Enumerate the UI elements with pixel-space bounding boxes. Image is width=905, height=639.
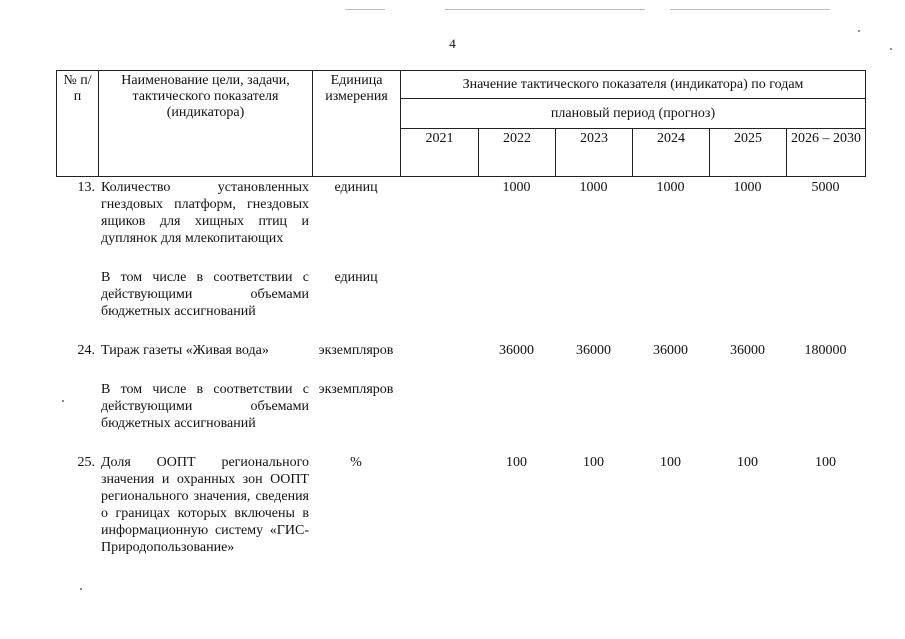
header-values: Значение тактического показателя (индикатора) по годам [401,71,866,99]
row-value [478,269,555,320]
row-value [555,269,632,320]
row-value: 100 [660,455,681,470]
row-value: 5000 [811,180,840,195]
page-number: 4 [449,36,456,51]
row-value: 100 [815,455,836,470]
row-value [709,269,786,320]
row-unit: экземпляров [318,382,394,397]
table-row [56,342,865,359]
row-value [786,381,865,432]
row-value: 100 [583,455,604,470]
scan-artifact-line [670,9,830,10]
header-num: № п/п [57,71,99,177]
row-value: 36000 [499,343,534,358]
row-value [400,381,478,432]
row-value: 1000 [656,180,685,195]
row-value [400,269,478,320]
row-value [400,179,478,247]
table-row [56,454,865,556]
table-header [56,70,866,177]
scan-artifact-dot [858,30,860,32]
row-num: 24. [77,343,95,358]
row-num [56,269,98,320]
header-year: 2022 [479,129,556,177]
scan-artifact-dot [80,588,82,590]
header-year: 2026 – 2030 [787,129,866,177]
row-value [709,381,786,432]
row-num [56,381,98,432]
table-row [56,381,865,432]
row-value [400,342,478,359]
row-name: Количество установленных гнездовых платформ, гнездовых ящиков для хищных птиц и дуплянок для млекопитающих [101,180,309,246]
row-num: 25. [77,455,95,470]
scan-artifact-line [445,9,645,10]
row-value: 1000 [502,180,531,195]
row-value: 1000 [579,180,608,195]
header-unit: Единица измерения [313,71,401,177]
row-value: 100 [506,455,527,470]
row-value: 36000 [730,343,765,358]
table-body [56,179,865,556]
row-value: 100 [737,455,758,470]
table-row [56,179,865,247]
row-value [555,381,632,432]
header-year: 2025 [710,129,787,177]
scan-artifact-line [345,9,385,10]
row-name: В том числе в соответствии с действующими объемами бюджетных ассигнований [101,382,309,431]
row-unit: % [350,455,362,470]
header-period: плановый период (прогноз) [401,99,866,129]
row-value [786,269,865,320]
row-name: Доля ООПТ регионального значения и охранных зон ООПТ регионального значения, сведения о границах которых включены в информационную систему «ГИС-Природопользование» [101,455,309,555]
row-value [632,269,709,320]
row-value: 1000 [733,180,762,195]
row-value [632,381,709,432]
row-value [400,454,478,556]
row-value [478,381,555,432]
row-value: 36000 [576,343,611,358]
row-unit: единиц [334,270,378,285]
header-year: 2021 [401,129,479,177]
row-name: Тираж газеты «Живая вода» [101,343,269,358]
header-name: Наименование цели, задачи, тактического показателя (индикатора) [99,71,313,177]
row-value: 180000 [804,343,847,358]
row-unit: экземпляров [318,343,394,358]
row-num: 13. [77,180,95,195]
row-unit: единиц [334,180,378,195]
header-year: 2023 [556,129,633,177]
header-year: 2024 [633,129,710,177]
table-row [56,269,865,320]
row-value: 36000 [653,343,688,358]
row-name: В том числе в соответствии с действующими объемами бюджетных ассигнований [101,270,309,319]
